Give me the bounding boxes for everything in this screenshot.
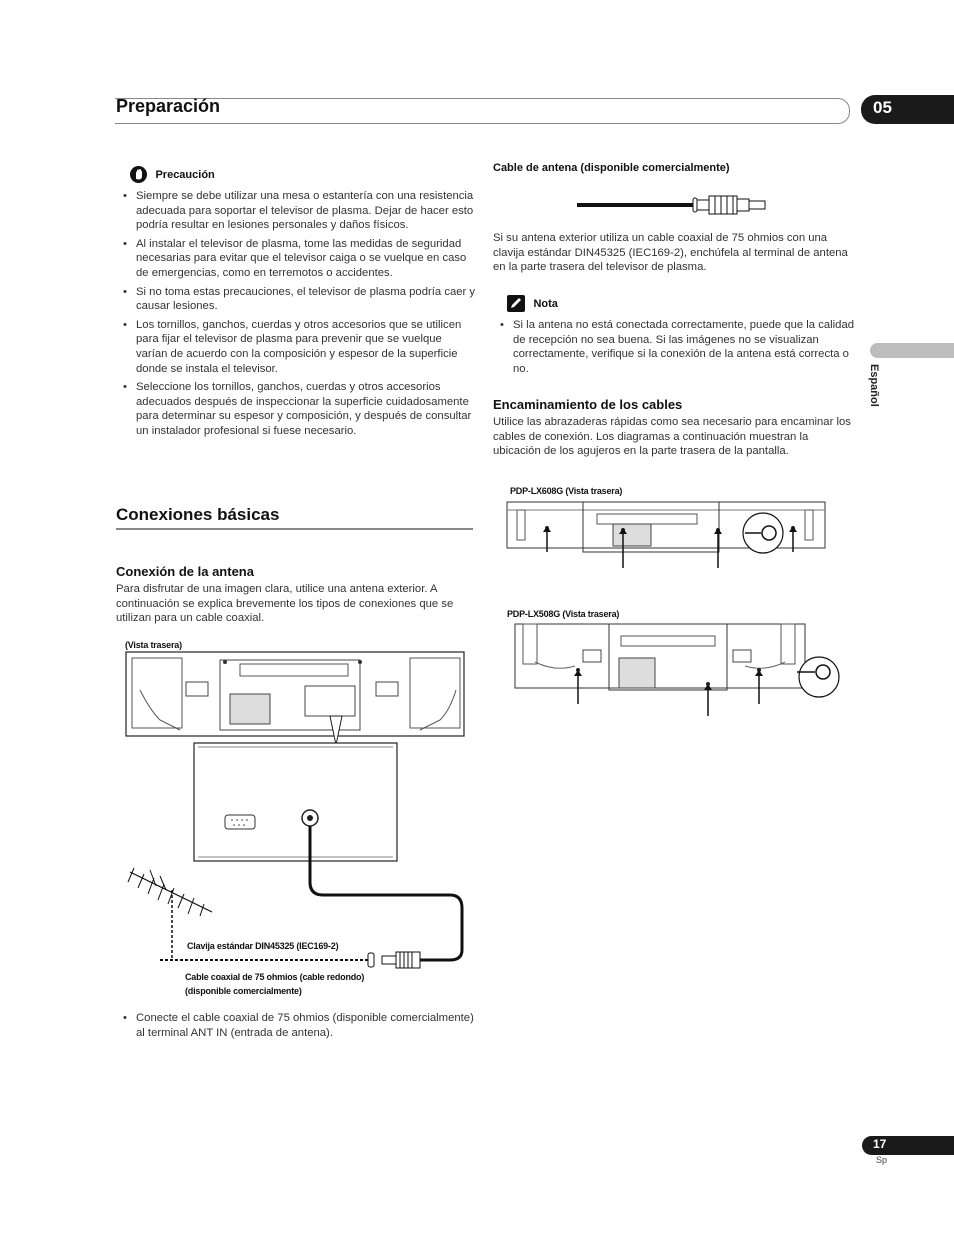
section-rule [116, 528, 473, 530]
caution-list [116, 189, 476, 443]
page-number: 17 [873, 1137, 887, 1151]
list-item: • Conecte el cable coaxial de 75 ohmios (disponible comercialmente) al terminal ANT IN (entrada de antena). [116, 1011, 476, 1040]
note-pencil-icon [507, 295, 525, 312]
antenna-cable-illustration [575, 192, 775, 220]
antenna-bullet-list [116, 1011, 476, 1044]
caution-heading: Precaución [155, 168, 215, 181]
figure-label-lx508g: PDP-LX508G (Vista trasera) [507, 609, 620, 619]
list-item: • Seleccione los tornillos, ganchos, cuerdas y otros accesorios adecuados después de inspeccionar la superficie cuidadosamente para determinar su espesor y composición, y después de consultar un instalador profesional si fuese necesario. [116, 380, 476, 438]
list-item: • Siempre se debe utilizar una mesa o estantería con una resistencia adecuada para soportar el televisor de plasma. Dejar de hacer esto podría resultar en lesiones personales y daños físicos. [116, 189, 476, 233]
caution-heading-row [130, 166, 215, 184]
cable-label-line1: Cable coaxial de 75 ohmios (cable redondo) [185, 972, 365, 982]
note-heading-row [507, 295, 558, 313]
list-item: • Si la antena no está conectada correctamente, puede que la calidad de recepción no sea buena. Si las imágenes no se visualizan correctamente, verifique si la conexión de la antena está correcta o no. [493, 318, 855, 376]
section-title: Conexiones básicas [116, 505, 280, 524]
plug-label: Clavija estándar DIN45325 (IEC169-2) [187, 941, 339, 951]
antenna-heading: Conexión de la antena [116, 564, 254, 579]
antenna-cable-paragraph: Si su antena exterior utiliza un cable coaxial de 75 ohmios con una clavija estándar DIN45325 (IEC169-2), enchúfela al terminal de antena en la parte trasera del televisor de plasma. [493, 232, 848, 274]
note-heading: Nota [533, 297, 558, 310]
list-item: • Los tornillos, ganchos, cuerdas y otros accesorios que se utilicen para fijar el televisor de plasma para prevenir que se vuelque varían de acuerdo con la composición y espesor de la superficie donde se instala el televisor. [116, 318, 476, 376]
cable-label-line2: (disponible comercialmente) [185, 986, 302, 996]
chapter-number: 05 [873, 98, 892, 117]
caution-hand-icon [130, 166, 147, 183]
routing-paragraph: Utilice las abrazaderas rápidas como sea necesario para encaminar los cables de conexión. Los diagramas a continuación muestran la ubicación de los agujeros en la parte trasera de la pantalla. [493, 416, 851, 458]
figure-label-rear: (Vista trasera) [125, 640, 182, 650]
routing-heading: Encaminamiento de los cables [493, 397, 683, 412]
figure-label-lx608g: PDP-LX608G (Vista trasera) [510, 486, 623, 496]
page-suffix: Sp [876, 1155, 888, 1165]
antenna-connection-diagram [120, 650, 475, 980]
language-tab [870, 343, 954, 358]
antenna-cable-heading: Cable de antena (disponible comercialmente) [493, 162, 730, 174]
page-title: Preparación [116, 96, 221, 116]
list-item: • Al instalar el televisor de plasma, tome las medidas de seguridad necesarias para evitar que el televisor caiga o se vuelque en caso de emergencias, como en terremotos o accidentes. [116, 237, 476, 281]
lx608g-rear-diagram [505, 500, 835, 572]
note-list [493, 318, 855, 380]
header-bar [115, 98, 850, 124]
language-label: Español [868, 364, 880, 407]
list-item: • Si no toma estas precauciones, el televisor de plasma podría caer y causar lesiones. [116, 285, 476, 314]
antenna-paragraph: Para disfrutar de una imagen clara, utilice una antena exterior. A continuación se explica brevemente los tipos de conexiones que se utilizan para un cable coaxial. [116, 583, 454, 625]
lx508g-rear-diagram [505, 622, 845, 718]
